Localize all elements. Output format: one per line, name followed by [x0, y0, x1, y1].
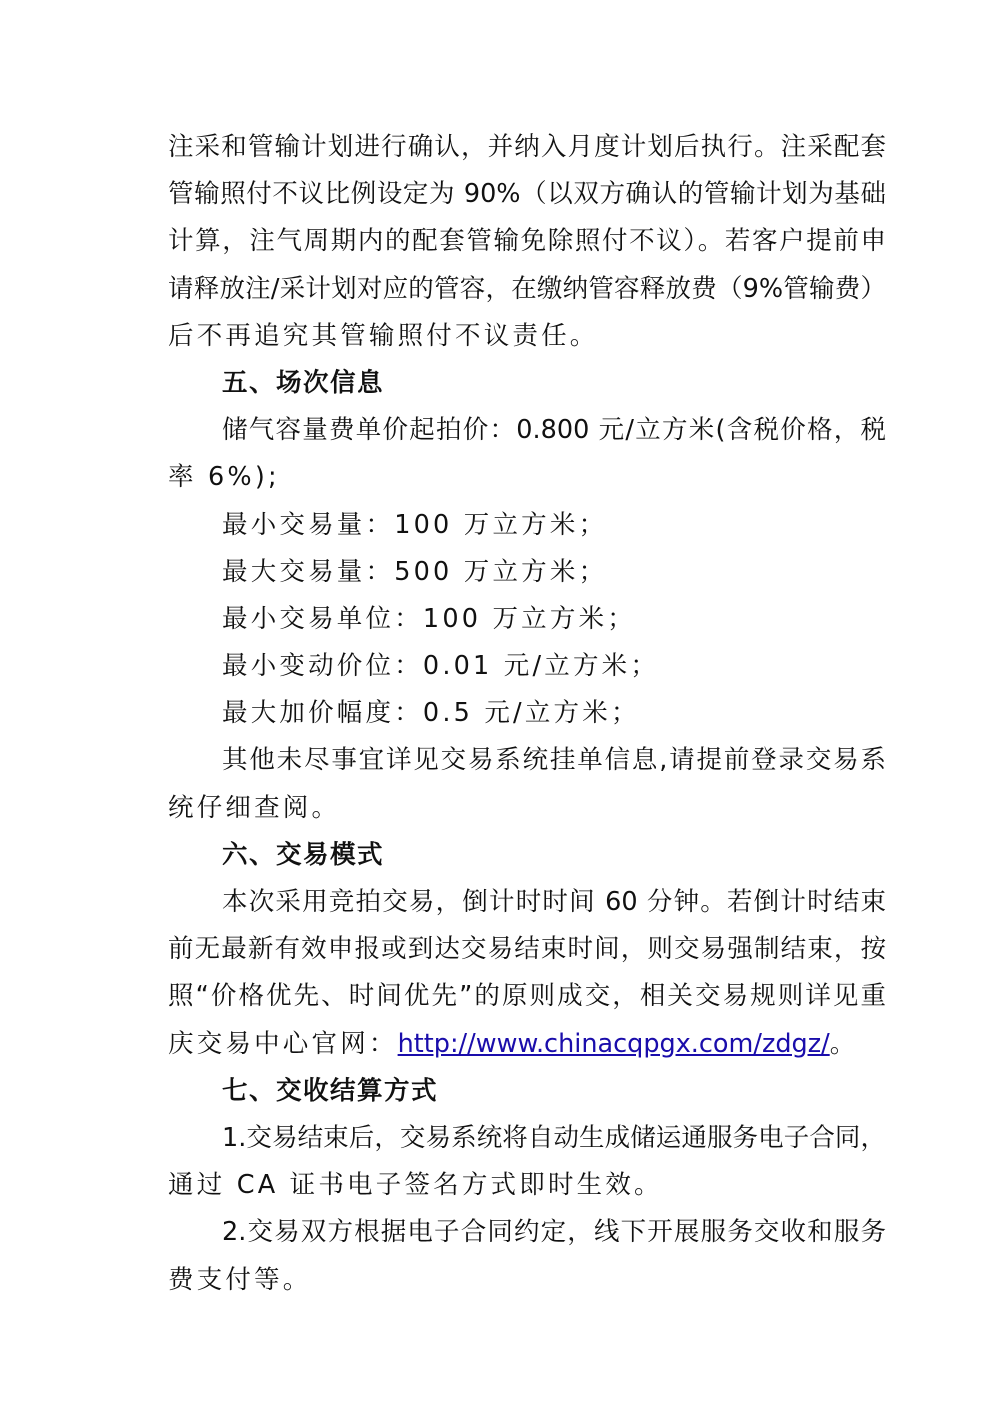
paragraph-line: 储气容量费单价起拍价：0.800 元/立方米(含税价格，税 — [222, 415, 886, 446]
document-body — [168, 124, 886, 1304]
paragraph-line: 照“价格优先、时间优先”的原则成交，相关交易规则详见重 — [168, 981, 886, 1012]
paragraph-line: 统仔细查阅。 — [168, 792, 341, 823]
paragraph-line: 注采和管输计划进行确认，并纳入月度计划后执行。注采配套 — [168, 132, 886, 162]
text-span: 。 — [829, 1028, 859, 1059]
website-link[interactable]: http://www.chinacqpgx.com/zdgz/ — [397, 1028, 830, 1059]
paragraph-line — [168, 1021, 886, 1068]
section-heading-7: 七、交收结算方式 — [222, 1075, 439, 1106]
paragraph-line: 计算，注气周期内的配套管输免除照付不议）。若客户提前申 — [168, 226, 886, 257]
paragraph-line: 请释放注/采计划对应的管容，在缴纳管容释放费（9%管输费） — [168, 273, 886, 304]
paragraph-line: 管输照付不议比例设定为 90%（以双方确认的管输计划为基础 — [168, 179, 886, 210]
list-item: 最小变动价位：0.01 元/立方米； — [222, 651, 660, 682]
paragraph-line: 1.交易结束后，交易系统将自动生成储运通服务电子合同， — [222, 1122, 886, 1153]
list-item: 最小交易单位：100 万立方米； — [222, 603, 636, 634]
text-span: 庆交易中心官网： — [168, 1028, 398, 1059]
list-item: 最小交易量：100 万立方米； — [222, 509, 608, 540]
section-heading-5: 五、场次信息 — [222, 367, 385, 398]
paragraph-line: 其他未尽事宜详见交易系统挂单信息,请提前登录交易系 — [222, 745, 886, 776]
list-item: 最大交易量：500 万立方米； — [222, 556, 608, 587]
list-item: 最大加价幅度：0.5 元/立方米； — [222, 698, 640, 729]
paragraph-line: 本次采用竞拍交易，倒计时时间 60 分钟。若倒计时结束 — [222, 887, 886, 917]
paragraph-line: 前无最新有效申报或到达交易结束时间，则交易强制结束，按 — [168, 934, 886, 965]
section-heading-6: 六、交易模式 — [222, 839, 385, 870]
paragraph-line: 费支付等。 — [168, 1264, 312, 1295]
paragraph-line: 通过 CA 证书电子签名方式即时生效。 — [168, 1170, 663, 1201]
paragraph-line: 率 6%); — [168, 462, 280, 493]
paragraph-line: 2.交易双方根据电子合同约定，线下开展服务交收和服务 — [222, 1217, 886, 1248]
paragraph-line: 后不再追究其管输照付不议责任。 — [168, 320, 599, 351]
